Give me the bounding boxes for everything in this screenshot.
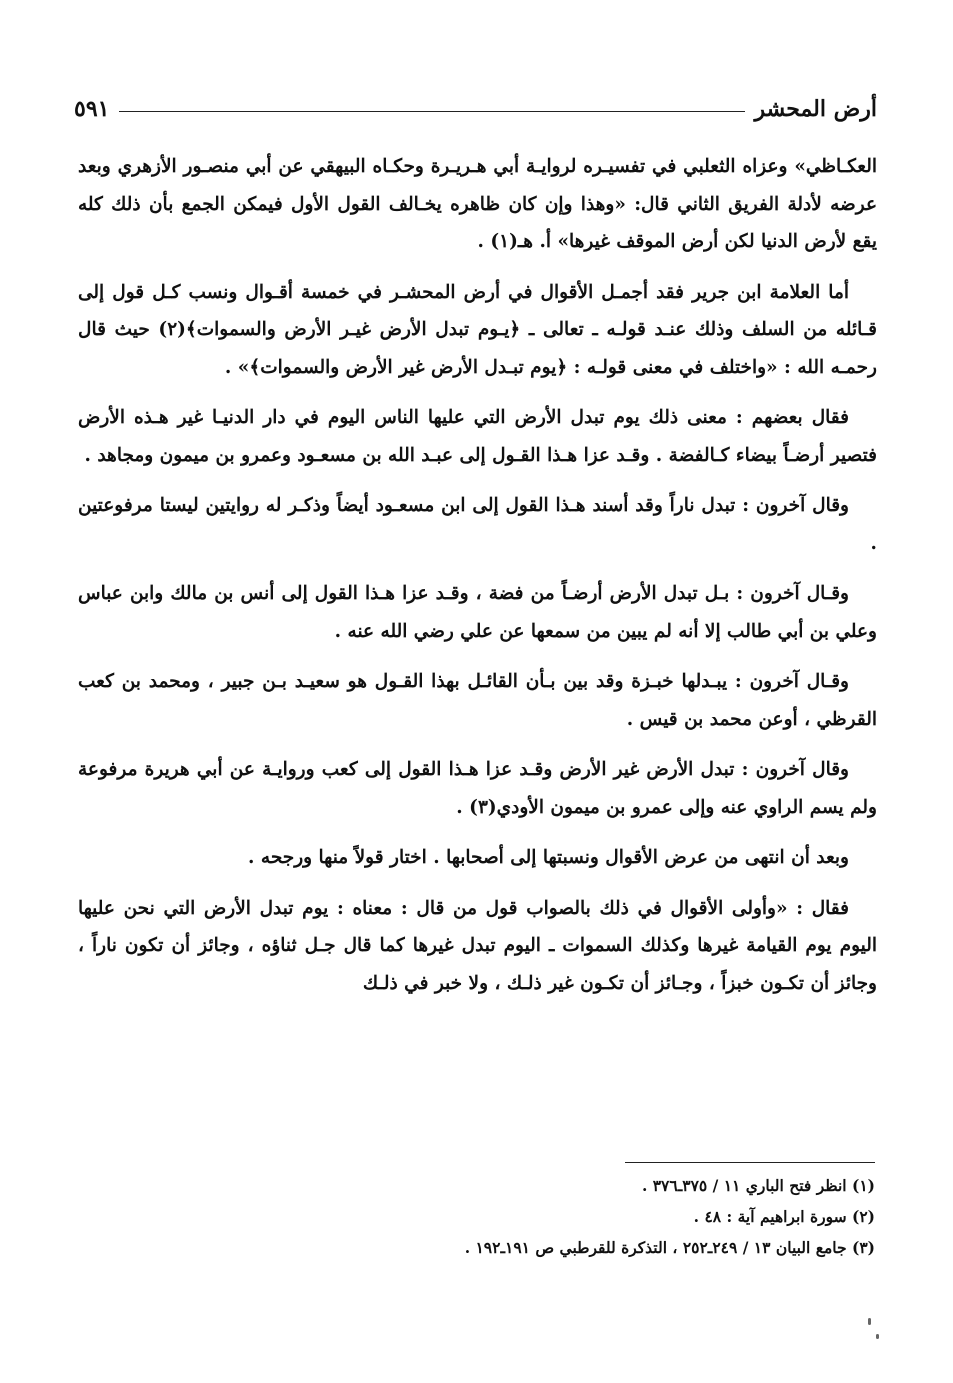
paragraph-9: فقال : «وأولى الأقوال في ذلك بالصواب قول من قال : معناه : يوم تبدل الأرض التي نحن عليها اليوم يوم القيامة غيرها وكذلك السموات ـ اليوم تبدل غيرها كما قال جـل ثناؤه ، وجائز أن تكون ناراً ، وجائز أن تكـون خبزاً ، وجـائز أن تكـون غير ذلـك ، ولا خبر في ذلـك (78, 897, 877, 994)
header-rule (119, 111, 744, 112)
footnote-1: (١) انظر فتح الباري ١١ / ٣٧٥ـ٣٧٦ . (641, 1176, 875, 1195)
footnotes (78, 1170, 875, 1263)
scan-speck (876, 1334, 879, 1339)
paragraph-5: وقـال آخرون : بـل تبدل الأرض أرضـاً من فضة ، وقـد عزا هـذا القول إلى أنس بن مالك وابن عباس وعلي بن أبي طالب إلا أنه لم يبين من سمعها عن علي رضي الله عنه . (78, 583, 877, 642)
paragraph-2: أما العلامة ابن جرير فقد أجمـل الأقوال في أرض المحشـر في خمسة أقـوال ونسب كـل قول إلى قـائله من السلف وذلك عنـد قولـه ـ تعالى ـ ﴿يـوم تبدل الأرض غيـر الأرض والسموات﴾(٢) حيث قال رحمـه الله : «واختلف في معنى قولـه : ﴿يوم تبـدل الأرض غير الأرض والسموات﴾» . (78, 281, 877, 378)
scan-speck (868, 1318, 871, 1325)
footnote-separator (625, 1162, 875, 1163)
paragraph-7: وقال آخرون : تبدل الأرض غير الأرض وقـد عزا هـذا القول إلى كعب وروايـة عن أبي هريرة مرفوعة ولم يسم الراوي عنه وإلى عمرو بن ميمون الأودي(٣) . (78, 759, 877, 818)
paragraph-6: وقـال آخرون : يبـدلها خبـزة وقد بين بـأن القائـل بهذا القـول هو سعيـد بـن جبير ، ومحمد بن كعب القرظي ، أوعن محمد بن قيس . (78, 671, 877, 730)
running-header (74, 92, 877, 126)
paragraph-8: وبعد أن انتهى من عرض الأقوال ونسبتها إلى أصحابها . اختار قولاً منها ورجحه . (248, 847, 849, 868)
paragraph-3: فقال بعضهم : معنى ذلك يوم تبدل الأرض التي عليها الناس اليوم في دار الدنيـا غير هـذه الأرض فتصير أرضـاً بيضاء كـالفضة . وقـد عزا هـذا القـول إلى عبـد الله بن مسعـود وعمرو بن ميمون ومجاهد . (78, 407, 877, 466)
chapter-title: أرض المحشر (754, 96, 877, 122)
main-text (78, 148, 877, 1015)
paragraph-1: العكـاظي» وعزاه الثعلبي في تفسيـره لروايـة أبي هـريـرة وحكـاه البيهقي عن أبي منصـور الأزهري وبعد عرضه لأدلة الفريق الثاني قال: «وهذا وإن كان ظاهره يخـالف القول الأول فيمكن الجمع بأن ذلك كله يقع لأرض الدنيا لكن أرض الموقف غيرها» أ. هـ(١) . (78, 156, 877, 252)
paragraph-4: وقال آخرون : تبدل ناراً وقد أسند هـذا القول إلى ابن مسعـود أيضاً وذكـر له روايتين ليستا مرفوعتين . (78, 495, 877, 554)
footnote-2: (٢) سورة ابراهيم آية : ٤٨ . (693, 1207, 875, 1226)
footnote-3: (٣) جامع البيان ١٣ / ٢٤٩ـ٢٥٢ ، التذكرة للقرطبي ص ١٩١ـ١٩٢ . (464, 1238, 875, 1257)
page-number: ٥٩١ (74, 96, 110, 122)
